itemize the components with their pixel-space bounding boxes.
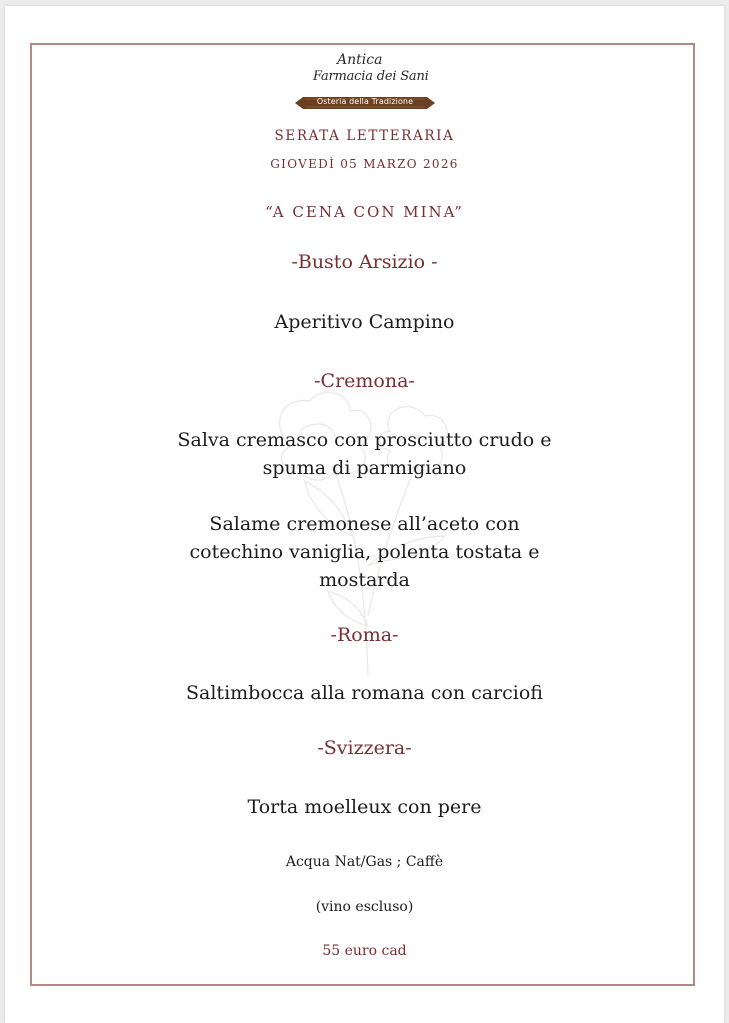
logo-line1: Antica xyxy=(337,52,383,68)
event-title: SERATA LETTERARIA xyxy=(274,128,455,144)
price-label: 55 euro cad xyxy=(322,943,407,959)
restaurant-logo xyxy=(289,52,441,118)
section-heading-roma: -Roma- xyxy=(330,624,399,646)
logo-line2: Farmacia dei Sani xyxy=(313,69,429,84)
dish-item: Salame cremonese all’aceto con xyxy=(209,513,520,535)
dish-item: Saltimbocca alla romana con carciofi xyxy=(186,682,543,704)
dish-item: cotechino vaniglia, polenta tostata e xyxy=(189,541,540,563)
dish-item: spuma di parmigiano xyxy=(262,457,467,479)
menu-page xyxy=(5,6,724,1023)
section-heading-cremona: -Cremona- xyxy=(314,370,415,392)
dish-item: Salva cremasco con prosciutto crudo e xyxy=(177,429,552,451)
section-heading-svizzera: -Svizzera- xyxy=(317,737,412,759)
event-date: GIOVEDÌ 05 MARZO 2026 xyxy=(270,157,459,171)
dish-item: Torta moelleux con pere xyxy=(247,796,482,818)
logo-tagline: Osteria della Tradizione xyxy=(316,97,414,106)
dish-item: Aperitivo Campino xyxy=(274,311,455,333)
dish-item: mostarda xyxy=(319,569,410,591)
drinks-line: Acqua Nat/Gas ; Caffè xyxy=(285,854,444,870)
section-heading-busto-arsizio: -Busto Arsizio - xyxy=(291,251,438,273)
wine-note: (vino escluso) xyxy=(315,899,414,915)
dinner-title: “A CENA CON MINA” xyxy=(265,203,464,221)
